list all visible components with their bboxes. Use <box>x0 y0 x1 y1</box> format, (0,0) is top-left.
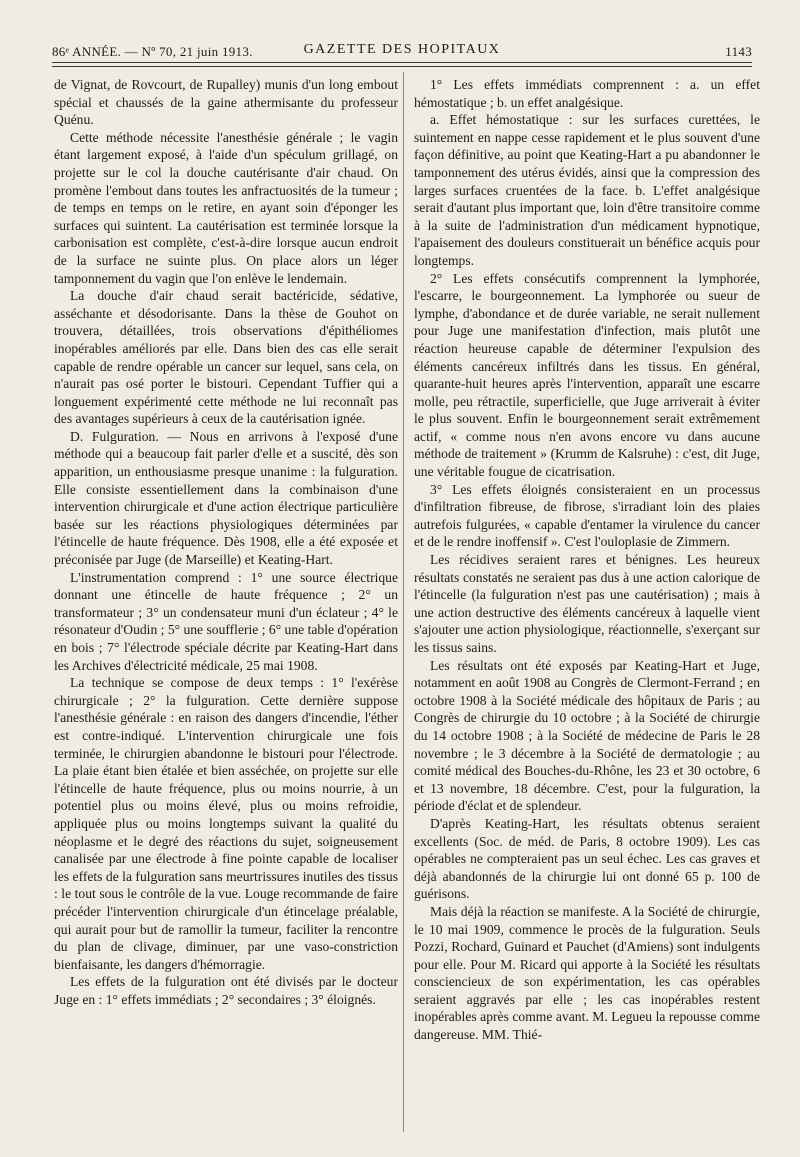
issue-info: 86ᵉ ANNÉE. — Nº 70, 21 juin 1913. <box>52 44 253 59</box>
paragraph: 1° Les effets immédiats comprennent : a. un effet hémostatique ; b. un effet analgésique. <box>414 77 760 110</box>
paragraph: Mais déjà la réaction se manifeste. A la Société de chirurgie, le 10 mai 1909, commence le procès de la fulguration. Seuls Pozzi, Rochard, Guinard et Pauchet (d'Amiens) sont indulgents pour elle. Pour M. Ricard qui apporte à la Société les résultats consciencieux de son expérimentation, les cas opérables seraient aggravés par elle ; les cas inopérables restent inopérables après comme avant. M. Legueu la repousse comme dangereuse. MM. Thié- <box>414 903 760 1043</box>
paragraph: D'après Keating-Hart, les résultats obtenus seraient excellents (Soc. de méd. de Paris, 8 octobre 1909). Les cas opérables ne compteraient pas un seul échec. Les cas graves et déjà abandonnés de la chirurgie lui ont donné 65 p. 100 de guérisons. <box>414 815 760 902</box>
paragraph: a. Effet hémostatique : sur les surfaces curettées, le suintement en nappe cesse rapidement et le plus souvent d'une façon définitive, au point que Keating-Hart a pu abandonner le tamponnement des utérus évidés, ainsi que la compression des larges surfaces cruentées de la face. b. L'effet analgésique serait d'autant plus important que, loin d'être transitoire comme à la suite de l'administration d'un médicament hypnotique, l'apaisement des douleurs constituerait un bénéfice acquis pour longtemps. <box>414 112 760 268</box>
right-column <box>414 76 760 1044</box>
paragraph: 2° Les effets consécutifs comprennent la lymphorée, l'escarre, le bourgeonnement. La lymphorée ou sueur de lymphe, d'abondance et de durée variable, ne serait nullement pour Juge une manifestation d'infection, mais plutôt une réaction heureuse capable de déterminer l'expulsion des éléments cancéreux infiltrés dans les tissus. En général, quarante-huit heures après l'intervention, apparaît une escarre molle, peu rétractile, superficielle, que Juge arriverait à éviter le plus souvent. Enfin le bourgeonnement serait extrêmement actif, « comme nous n'en avons encore vu dans aucune méthode de traitement » (Krumm de Kalsruhe) : c'est, dit Juge, une véritable fougue de cicatrisation. <box>414 270 760 480</box>
paragraph: de Vignat, de Rovcourt, de Rupalley) munis d'un long embout spécial et chaussés de la gaine athermisante du professeur Quénu. <box>54 77 398 128</box>
running-header <box>52 38 752 62</box>
paragraph: Les récidives seraient rares et bénignes. Les heureux résultats constatés ne seraient pas dus à une action calorique de l'étincelle (la fulguration n'est pas une cautérisation) ; mais à une action destructive des éléments cancéreux à laquelle vient s'ajouter une action physiologique, réactionnelle, s'exerçant sur les tissus sains. <box>414 552 760 655</box>
header-rule <box>52 62 752 63</box>
paragraph: Les effets de la fulguration ont été divisés par le docteur Juge en : 1° effets immédiats ; 2° secondaires ; 3° éloignés. <box>54 974 398 1007</box>
paragraph: D. Fulguration. — Nous en arrivons à l'exposé d'une méthode qui a beaucoup fait parler d'elle et a suscité, dès son apparition, un enthousiasme presque unanime : la fulguration. Elle consiste essentiellement dans la combinaison d'une intervention chirurgicale et d'une action électrique particulière basée sur les réactions physiologiques déterminées par l'étincelle de haute fréquence. Dès 1908, elle a été exposée et préconisée par Juge (de Marseille) et Keating-Hart. <box>54 428 398 568</box>
paragraph: La technique se compose de deux temps : 1° l'exérèse chirurgicale ; 2° la fulguration. Cette dernière suppose l'anesthésie générale : en raison des dangers d'incendie, l'éther est contre-indiqué. L'intervention chirurgicale une fois terminée, le chirurgien abandonne le bistouri pour l'électrode. La plaie étant bien étalée et bien asséchée, on projette sur elle l'étincelle de haute fréquence, plus ou moins nourrie, à un potentiel plus ou moins élevé, plus ou moins refroidie, appliquée plus ou moins longtemps suivant la qualité du néoplasme et le degré des réactions du sujet, soigneusement canalisée par une électrode à fine pointe capable de localiser les effets de la fulguration sans meurtrissures inutiles des tissus : le tout sous le contrôle de la vue. Louge recommande de faire précéder l'intervention chirurgicale d'un étincelage préalable, qui aurait pour but de ramollir la tumeur, faciliter la rencontre du plan de clivage, diminuer, par une vaso-constriction bienfaisante, les dangers d'hémorragie. <box>54 675 398 972</box>
paragraph: L'instrumentation comprend : 1° une source électrique donnant une étincelle de haute fréquence ; 2° un transformateur ; 3° un condensateur muni d'un éclateur ; 4° le résonateur d'Oudin ; 5° une soufflerie ; 6° une table d'opération en bois ; 7° l'électrode spéciale décrite par Keating-Hart dans les Archives d'électricité médicale, 25 mai 1908. <box>54 569 398 673</box>
left-column <box>54 76 398 1008</box>
paragraph: La douche d'air chaud serait bactéricide, sédative, asséchante et désodorisante. Dans la thèse de Gouhot on trouvera, détaillées, trois observations d'épithéliomes inopérables améliorés par elle. Dans bien des cas elle serait capable de rendre opérable un cancer sur lequel, sans cela, on n'aurait pas osé porter le bistouri. Cependant Tuffier qui a longuement expérimenté cette méthode ne lui reconnaît pas des avantages supérieurs à ceux de la cautérisation ignée. <box>54 288 398 427</box>
page-number: 1143 <box>725 44 752 59</box>
column-divider <box>403 72 404 1132</box>
header-rule-double <box>52 66 752 67</box>
journal-title: GAZETTE DES HOPITAUX <box>303 42 501 57</box>
paragraph: 3° Les effets éloignés consisteraient en un processus d'infiltration fibreuse, de fibrose, s'irradiant loin des plaies autrefois fulgurées, « capable d'entamer la virulence du cancer et de le rendre inoffensif ». C'est l'ouloplasie de Zimmern. <box>414 481 760 550</box>
paragraph: Les résultats ont été exposés par Keating-Hart et Juge, notamment en août 1908 au Congrès de Clermont-Ferrand ; en octobre 1908 à la Société médicale des hôpitaux de Paris ; au Congrès de chirurgie du 10 octobre ; à la Société de chirurgie du 14 octobre 1908 ; à la Société de médecine de Paris le 28 novembre ; le 3 décembre à la Société de dermatologie ; au comité médical des Bouches-du-Rhône, les 23 et 30 octobre, 6 et 13 novembre, 18 décembre. C'est, pour la fulguration, la période d'éclat et de splendeur. <box>414 657 760 814</box>
paragraph: Cette méthode nécessite l'anesthésie générale ; le vagin étant largement exposé, à l'aide d'un spéculum grillagé, on projette sur le col la douche cautérisante d'air chaud. On promène l'embout dans toutes les anfractuosités de la tumeur ; de temps en temps on le retire, en ayant soin d'éponger les surfaces qui suintent. La cautérisation est terminée lorsque la carbonisation est complète, c'est-à-dire lorsque aucun endroit de la surface ne suinte plus. On place alors un léger tamponnement du vagin que l'on enlève le lendemain. <box>54 129 398 286</box>
